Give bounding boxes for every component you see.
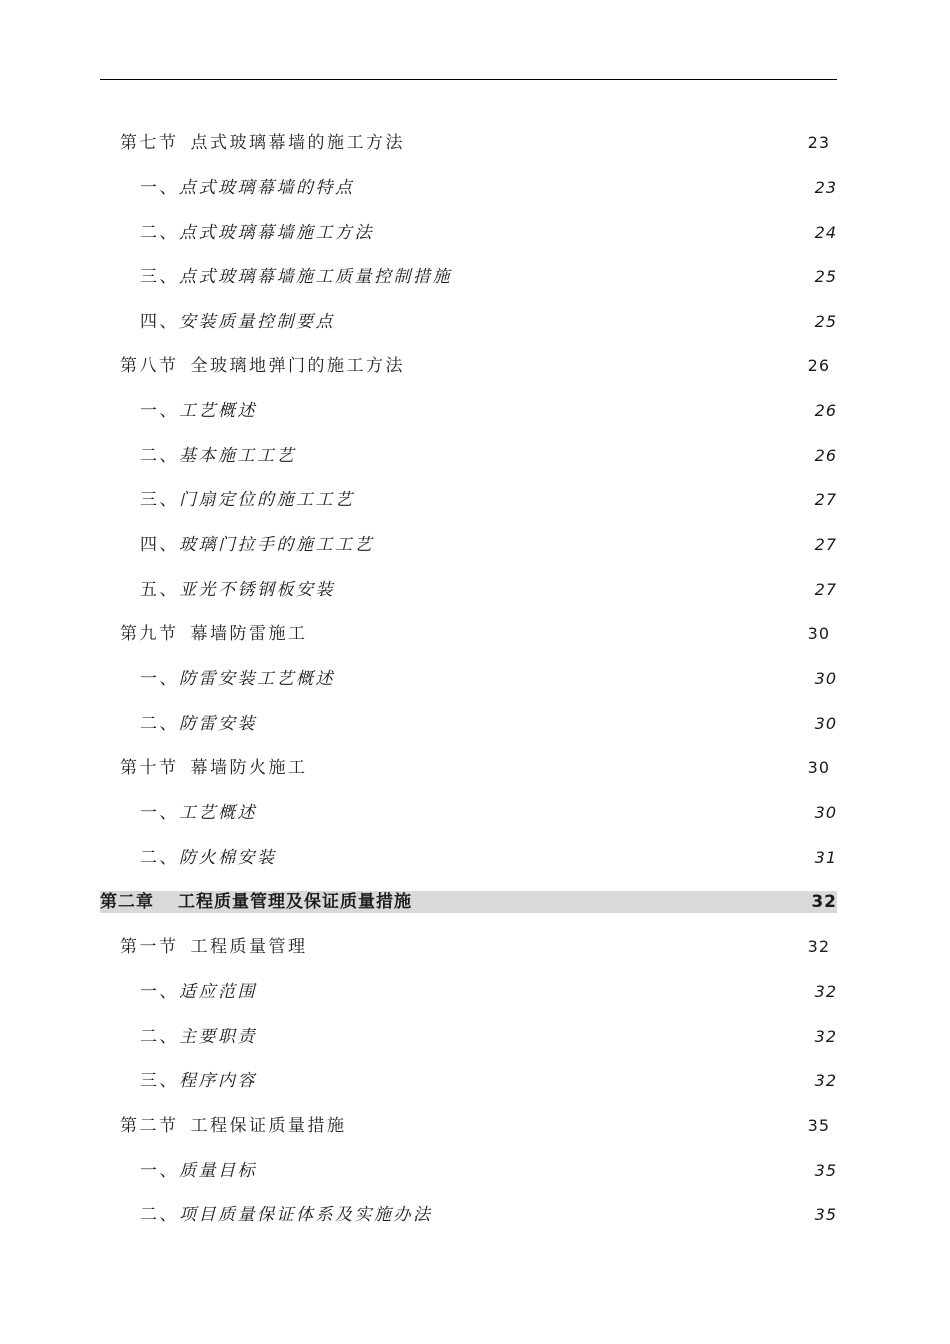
toc-entry-page: 35 — [807, 1116, 830, 1135]
toc-entry-page: 27 — [814, 535, 837, 554]
toc-entry-item[interactable] — [140, 800, 837, 826]
toc-entry-title: 点式玻璃幕墙施工质量控制措施 — [179, 267, 452, 287]
toc-entry-page: 35 — [814, 1205, 837, 1224]
toc-entry-page: 26 — [814, 446, 837, 465]
toc-entry-number: 第八节 — [120, 356, 179, 376]
toc-entry-item[interactable] — [140, 577, 837, 603]
toc-entry-label — [140, 1024, 257, 1050]
toc-entry-item[interactable] — [140, 845, 837, 871]
toc-entry-page: 25 — [814, 312, 837, 331]
toc-entry-page: 23 — [807, 133, 830, 152]
toc-entry-number: 三、 — [140, 1071, 179, 1091]
toc-entry-item[interactable] — [140, 443, 837, 469]
toc-entry-label — [120, 934, 308, 960]
toc-entry-section[interactable] — [120, 621, 830, 647]
toc-entry-item[interactable] — [140, 666, 837, 692]
toc-entry-title: 幕墙防火施工 — [190, 758, 308, 778]
header-rule — [100, 79, 837, 80]
toc-entry-label — [140, 979, 257, 1005]
toc-entry-item[interactable] — [140, 398, 837, 424]
toc-entry-item[interactable] — [140, 979, 837, 1005]
toc-entry-title: 点式玻璃幕墙的施工方法 — [190, 133, 405, 153]
toc-entry-label — [140, 577, 335, 603]
toc-entry-label — [120, 1113, 347, 1139]
toc-entry-label — [140, 1068, 257, 1094]
toc-entry-page: 23 — [814, 178, 837, 197]
toc-entry-item[interactable] — [140, 1068, 837, 1094]
toc-entry-page: 27 — [814, 490, 837, 509]
toc-entry-title: 工艺概述 — [179, 803, 257, 823]
toc-entry-section[interactable] — [120, 353, 830, 379]
toc-entry-title: 玻璃门拉手的施工工艺 — [179, 535, 374, 555]
toc-entry-label — [140, 487, 355, 513]
toc-entry-number: 五、 — [140, 580, 179, 600]
toc-entry-item[interactable] — [140, 1158, 837, 1184]
toc-entry-section[interactable] — [120, 1113, 830, 1139]
toc-entry-page: 32 — [807, 937, 830, 956]
toc-entry-page: 32 — [814, 982, 837, 1001]
toc-entry-page: 32 — [814, 1027, 837, 1046]
toc-entry-title: 工程保证质量措施 — [190, 1116, 347, 1136]
toc-entry-item[interactable] — [140, 487, 837, 513]
toc-entry-number: 一、 — [140, 803, 179, 823]
toc-entry-number: 一、 — [140, 1161, 179, 1181]
toc-entry-number: 四、 — [140, 535, 179, 555]
toc-entry-label — [140, 1202, 433, 1228]
toc-entry-page: 30 — [807, 624, 830, 643]
toc-entry-label — [140, 711, 257, 737]
toc-entry-label — [120, 130, 405, 156]
toc-entry-number: 一、 — [140, 401, 179, 421]
toc-entry-label — [140, 443, 296, 469]
toc-entry-page: 30 — [814, 803, 837, 822]
toc-entry-item[interactable] — [140, 264, 837, 290]
toc-entry-title: 程序内容 — [179, 1071, 257, 1091]
toc-entry-page: 35 — [814, 1161, 837, 1180]
toc-entry-page: 30 — [814, 714, 837, 733]
toc-entry-item[interactable] — [140, 1202, 837, 1228]
toc-entry-title: 亚光不锈钢板安装 — [179, 580, 335, 600]
toc-entry-title: 基本施工工艺 — [179, 446, 296, 466]
toc-entry-page: 31 — [814, 848, 837, 867]
toc-entry-title: 适应范围 — [179, 982, 257, 1002]
toc-entry-title: 门扇定位的施工工艺 — [179, 490, 355, 510]
toc-entry-chapter[interactable] — [100, 891, 837, 913]
toc-entry-label — [120, 621, 308, 647]
toc-entry-page: 26 — [807, 356, 830, 375]
toc-entry-number: 一、 — [140, 178, 179, 198]
toc-entry-title: 质量目标 — [179, 1161, 257, 1181]
toc-entry-label — [140, 666, 335, 692]
toc-entry-title: 主要职责 — [179, 1027, 257, 1047]
toc-entry-number: 一、 — [140, 669, 179, 689]
toc-entry-title: 工程质量管理及保证质量措施 — [178, 892, 412, 912]
toc-entry-title: 安装质量控制要点 — [179, 312, 335, 332]
toc-entry-label — [140, 175, 355, 201]
toc-entry-number: 二、 — [140, 1205, 179, 1225]
toc-entry-page: 25 — [814, 267, 837, 286]
toc-entry-page: 24 — [814, 223, 837, 242]
toc-entry-item[interactable] — [140, 1024, 837, 1050]
toc-entry-label — [140, 845, 277, 871]
toc-entry-item[interactable] — [140, 220, 837, 246]
toc-entry-number: 第一节 — [120, 937, 179, 957]
toc-entry-title: 点式玻璃幕墙的特点 — [179, 178, 355, 198]
toc-entry-label — [140, 800, 257, 826]
toc-entry-label — [140, 398, 257, 424]
toc-entry-title: 点式玻璃幕墙施工方法 — [179, 223, 374, 243]
toc-entry-label — [140, 264, 452, 290]
toc-entry-label — [140, 1158, 257, 1184]
toc-entry-number: 三、 — [140, 267, 179, 287]
toc-entry-title: 工程质量管理 — [190, 937, 308, 957]
toc-entry-label — [140, 309, 335, 335]
toc-entry-title: 工艺概述 — [179, 401, 257, 421]
toc-entry-page: 30 — [814, 669, 837, 688]
toc-entry-page: 26 — [814, 401, 837, 420]
toc-entry-number: 第二章 — [100, 892, 154, 912]
toc-entry-number: 二、 — [140, 1027, 179, 1047]
toc-entry-number: 一、 — [140, 982, 179, 1002]
toc-entry-number: 第七节 — [120, 133, 179, 153]
toc-entry-page: 30 — [807, 758, 830, 777]
toc-entry-number: 三、 — [140, 490, 179, 510]
toc-entry-number: 第十节 — [120, 758, 179, 778]
toc-entry-section[interactable] — [120, 130, 830, 156]
toc-entry-label — [100, 891, 412, 913]
toc-entry-title: 幕墙防雷施工 — [190, 624, 308, 644]
toc-entry-item[interactable] — [140, 711, 837, 737]
toc-entry-label — [140, 220, 374, 246]
toc-entry-page: 32 — [814, 1071, 837, 1090]
toc-entry-page: 32 — [811, 892, 837, 912]
toc-entry-title: 全玻璃地弹门的施工方法 — [190, 356, 405, 376]
toc-entry-number: 四、 — [140, 312, 179, 332]
toc-entry-title: 项目质量保证体系及实施办法 — [179, 1205, 433, 1225]
toc-entry-number: 第九节 — [120, 624, 179, 644]
toc-entry-number: 二、 — [140, 714, 179, 734]
toc-entry-label — [120, 353, 405, 379]
toc-entry-number: 第二节 — [120, 1116, 179, 1136]
toc-entry-title: 防雷安装 — [179, 714, 257, 734]
toc-entry-page: 27 — [814, 580, 837, 599]
toc-entry-item[interactable] — [140, 532, 837, 558]
toc-entry-number: 二、 — [140, 223, 179, 243]
toc-entry-label — [120, 755, 308, 781]
toc-entry-number: 二、 — [140, 848, 179, 868]
toc-entry-label — [140, 532, 374, 558]
toc-entry-title: 防火棉安装 — [179, 848, 277, 868]
toc-entry-item[interactable] — [140, 309, 837, 335]
toc-entry-number: 二、 — [140, 446, 179, 466]
toc-entry-item[interactable] — [140, 175, 837, 201]
toc-entry-section[interactable] — [120, 755, 830, 781]
toc-entry-title: 防雷安装工艺概述 — [179, 669, 335, 689]
toc-entry-section[interactable] — [120, 934, 830, 960]
